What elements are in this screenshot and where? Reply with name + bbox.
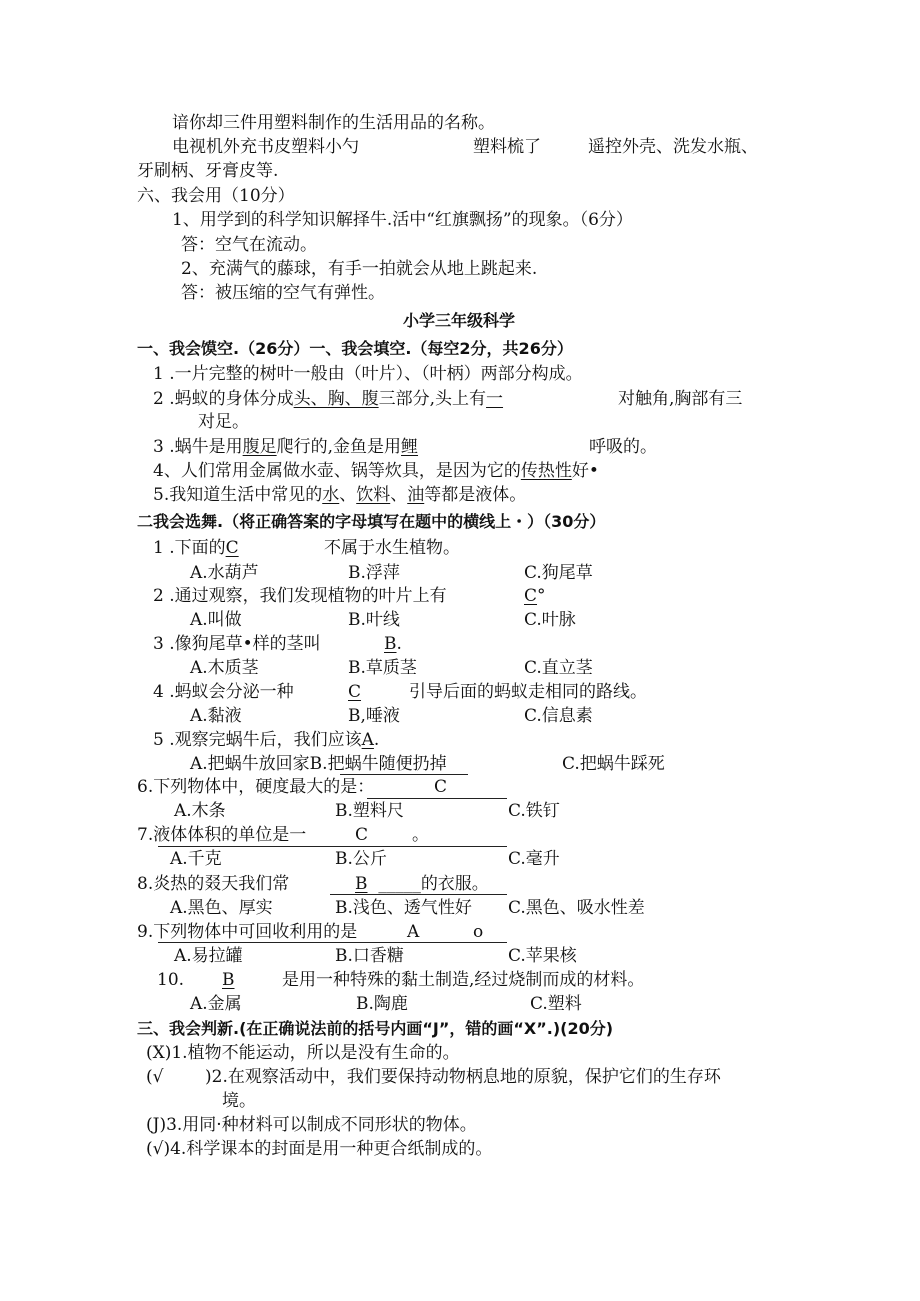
choice-q1-tail: 不属于水生植物。 <box>324 538 460 558</box>
prev-question-line: 谙你却三件用塑料制作的生活用品的名称。 <box>172 113 495 133</box>
choice-q9: 9.下列物体中可回收利用的是 <box>137 922 358 942</box>
option-6a: A.木条 <box>174 801 226 821</box>
option-5ab: A.把蜗牛放回家B.把蜗牛随便扔掉 <box>190 754 447 774</box>
choice-q8-answer: B _____的衣服。 <box>355 874 489 894</box>
fill-item-3: 3 .蜗牛是用腹足爬行的,金鱼是用鲤 <box>153 437 419 457</box>
fill-answer: 鲤 <box>401 437 419 457</box>
prev-answer-line-part2: 塑料梳了 <box>473 137 541 157</box>
option-3a: A.木质茎 <box>190 658 259 678</box>
choice-q4-tail: 引导后面的蚂蚁走相同的路线。 <box>409 682 647 702</box>
option-4c: C.信息素 <box>524 706 593 726</box>
option-4a: A.黏液 <box>190 706 242 726</box>
choice-q6: 6.下列物体中，硬度最大的是： <box>137 777 375 797</box>
option-3c: C.直立茎 <box>524 658 593 678</box>
option-2a: A.叫做 <box>190 610 242 630</box>
choice-q9-tail: o <box>473 922 484 942</box>
fill-answer: 水 <box>322 485 340 505</box>
fill-answer: 腹足 <box>242 437 277 457</box>
fill-answer: 头、胸、腹 <box>293 389 379 409</box>
s6-answer-1: 答：空气在流动。 <box>181 235 317 255</box>
answer-underline <box>158 942 507 943</box>
fill-answer: 传热性 <box>520 461 572 481</box>
choice-q7: 7.液体体积的单位是一 <box>137 825 307 845</box>
choice-q2: 2 .通过观察，我们发现植物的叶片上有 <box>153 586 447 606</box>
option-10c: C.塑料 <box>530 994 582 1014</box>
option-1a: A.水葫芦 <box>190 563 259 583</box>
judge-item-4: (√)4.科学课本的封面是用一种更合纸制成的。 <box>146 1139 493 1159</box>
choice-answer: B <box>384 634 397 654</box>
option-9c: C.苹果核 <box>508 946 577 966</box>
choice-q7-tail: 。 <box>412 825 429 845</box>
choice-q8: 8.炎热的叕天我们常 <box>137 874 290 894</box>
fill-item-2-cont: 对足。 <box>198 412 249 432</box>
section-3-heading: 三、我会判新.(在正确说法前的括号内画“J”，错的画“X”.)(20分) <box>137 1019 614 1038</box>
judge-item-2-cont: 境。 <box>222 1091 256 1111</box>
choice-q10: 是用一种特殊的黏土制造,经过烧制而成的材料。 <box>282 970 645 990</box>
answer-underline <box>330 894 507 895</box>
section-2-heading: 二我会选舞.（将正确答案的字母填写在题中的横线上・）（30分） <box>137 512 606 531</box>
option-1b: B.浮萍 <box>348 563 400 583</box>
option-10a: A.金属 <box>190 994 242 1014</box>
fill-answer: 饮料 <box>356 485 391 505</box>
option-4b: B,唾液 <box>348 706 400 726</box>
section-6-heading: 六、我会用（10分） <box>137 186 295 206</box>
fill-item-5: 5.我知道生活中常见的水、饮料、油等都是液体。 <box>153 485 527 505</box>
fill-item-1: 1 .一片完整的树叶一般由（叶片）、（叶柄）两部分构成。 <box>153 364 583 384</box>
fill-item-4: 4、人们常用金属做水壶、锅等炊具，是因为它的传热性好• <box>153 461 599 481</box>
choice-q5: 5 .观察完蜗牛后，我们应该A. <box>153 730 380 750</box>
option-6c: C.铁钉 <box>508 801 560 821</box>
choice-answer: B <box>355 874 368 894</box>
choice-q4-answer: C <box>348 682 362 702</box>
option-1c: C.狗尾草 <box>524 563 593 583</box>
fill-item-2-tail: 对触角,胸部有三 <box>618 389 743 409</box>
choice-q10-number: 10. <box>157 970 185 990</box>
fill-answer: 一 <box>486 389 504 409</box>
option-6b: B.塑料尺 <box>335 801 404 821</box>
option-7c: C.毫升 <box>508 849 560 869</box>
page-title: 小学三年级科学 <box>403 311 516 330</box>
choice-q3: 3 .像狗尾草•样的茎叫 <box>153 634 321 654</box>
option-8a: A.黑色、厚实 <box>170 898 273 918</box>
prev-answer-line-part1: 电视机外充书皮塑料小勺 <box>172 137 359 157</box>
choice-q4: 4 .蚂蚁会分泌一种 <box>153 682 294 702</box>
s6-question-2: 2、充满气的藤球，有手一拍就会从地上跳起来. <box>181 259 538 279</box>
choice-q7-answer: C <box>355 825 369 845</box>
fill-item-2: 2 .蚂蚁的身体分成头、胸、腹三部分,头上有一 <box>153 389 504 409</box>
option-9a: A.易拉罐 <box>174 946 243 966</box>
fill-answer: 油 <box>407 485 425 505</box>
option-7a: A.千克 <box>170 849 222 869</box>
option-2c: C.叶脉 <box>524 610 576 630</box>
section-1-heading: 一、我会馍空.（26分）一、我会填空.（每空2分，共26分） <box>137 339 573 358</box>
prev-answer-line-part3: 遥控外壳、洗发水瓶、 <box>588 137 758 157</box>
judge-item-2-mark: (√ <box>146 1067 164 1087</box>
judge-item-2: )2.在观察活动中，我们要保持动物柄息地的原貌，保护它们的生存环 <box>205 1067 721 1087</box>
choice-q10-answer: B <box>222 970 235 990</box>
choice-answer: C <box>524 586 538 606</box>
s6-question-1: 1、用学到的科学知识解择牛.活中“红旗飘扬”的现象。（6分） <box>172 210 633 230</box>
answer-underline <box>340 774 468 775</box>
choice-q6-answer: C <box>434 777 448 797</box>
option-10b: B.陶鹿 <box>356 994 408 1014</box>
option-8c: C.黑色、吸水性差 <box>508 898 645 918</box>
option-3b: B.草质茎 <box>348 658 417 678</box>
s6-answer-2: 答：被压缩的空气有弹性。 <box>181 283 385 303</box>
answer-underline <box>158 846 507 847</box>
choice-q2-answer: C° <box>524 586 546 606</box>
option-8b: B.浅色、透气性好 <box>335 898 472 918</box>
choice-q9-answer: A <box>407 922 420 942</box>
option-7b: B.公斤 <box>335 849 387 869</box>
answer-underline <box>367 798 507 799</box>
choice-answer: A <box>361 730 374 750</box>
choice-q1: 1 .下面的C <box>153 538 239 558</box>
choice-q3-answer: B. <box>384 634 402 654</box>
choice-answer: C <box>225 538 239 558</box>
judge-item-3: (J)3.用同·种材料可以制成不同形状的物体。 <box>146 1115 477 1135</box>
option-2b: B.叶线 <box>348 610 400 630</box>
fill-item-3-tail: 呼吸的。 <box>589 437 657 457</box>
option-9b: B.口香糖 <box>335 946 404 966</box>
judge-item-1: (X)1.植物不能运动，所以是没有生命的。 <box>146 1043 460 1063</box>
prev-answer-line-cont: 牙刷柄、牙膏皮等. <box>137 161 279 181</box>
option-5c: C.把蜗牛踩死 <box>562 754 665 774</box>
